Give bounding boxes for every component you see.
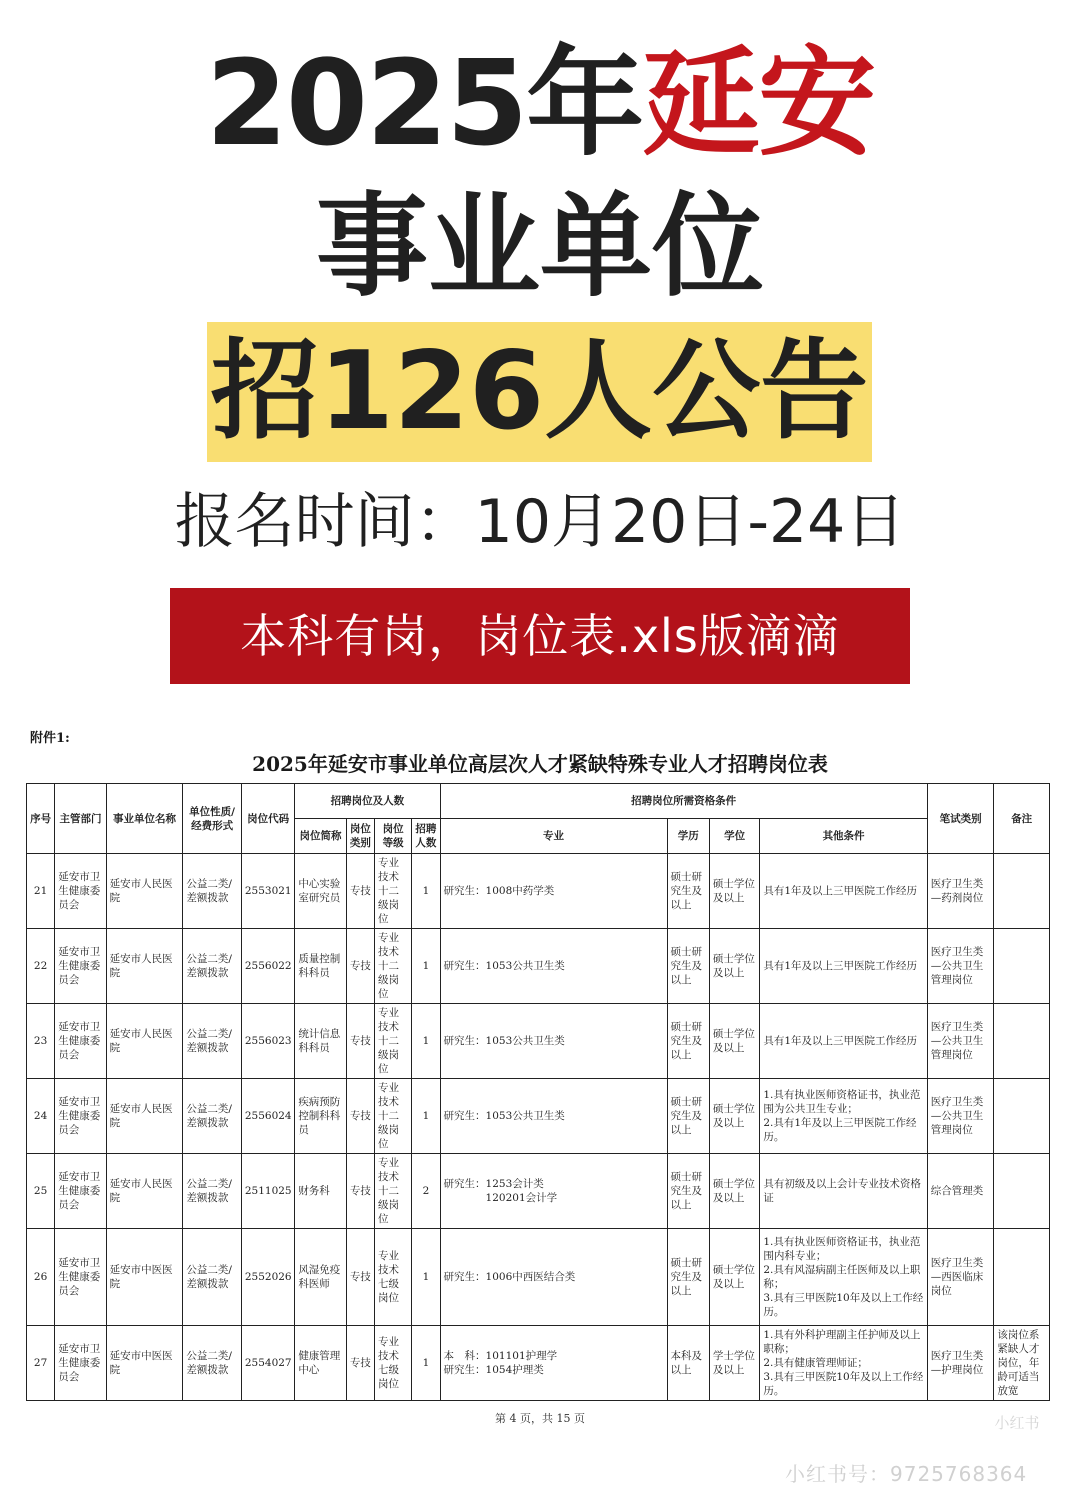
poster-title-line2: 事业单位 [316, 182, 764, 312]
cell-dept: 延安市卫生健康委员会 [55, 854, 106, 929]
cell-pos-level: 专业技术十二级岗位 [374, 1079, 411, 1154]
table-row [27, 1229, 1050, 1326]
cell-unit: 延安市人民医院 [106, 1004, 183, 1079]
header-seq: 序号 [27, 784, 55, 854]
page-footer: 第 4 页，共 15 页 [495, 1412, 585, 1425]
cell-unit: 延安市人民医院 [106, 854, 183, 929]
cell-code: 2511025 [241, 1154, 294, 1229]
cell-degree: 硕士学位及以上 [709, 929, 759, 1004]
header-pos-type: 岗位类别 [346, 819, 374, 854]
cell-exam: 医疗卫生类—护理岗位 [927, 1326, 994, 1401]
cell-note [994, 1229, 1050, 1326]
job-table [26, 783, 1050, 1401]
cell-other: 1.具有执业医师资格证书，执业范围为公共卫生专业； 2.具有1年及以上三甲医院工作经历。 [760, 1079, 927, 1154]
cell-education: 硕士研究生及以上 [667, 929, 709, 1004]
cell-count: 1 [412, 854, 440, 929]
red-banner: 本科有岗，岗位表.xls版滴滴 [170, 588, 910, 684]
cell-exam: 综合管理类 [927, 1154, 994, 1229]
cell-education: 硕士研究生及以上 [667, 1229, 709, 1326]
cell-note [994, 1154, 1050, 1229]
cell-other: 1.具有外科护理副主任护师及以上职称； 2.具有健康管理师证； 3.具有三甲医院10年及以上工作经历。 [760, 1326, 927, 1401]
cell-seq: 23 [27, 1004, 55, 1079]
cell-pos-level: 专业技术七级岗位 [374, 1229, 411, 1326]
cell-pos-name: 统计信息科科员 [295, 1004, 346, 1079]
table-row [27, 854, 1050, 929]
cell-note: 该岗位系紧缺人才岗位，年龄可适当放宽 [994, 1326, 1050, 1401]
cell-other: 具有1年及以上三甲医院工作经历 [760, 1004, 927, 1079]
attachment-label: 附件1: [30, 731, 70, 746]
cell-nature: 公益二类/差额拨款 [183, 1004, 242, 1079]
header-group-position: 招聘岗位及人数 [295, 784, 440, 819]
cell-major: 研究生：1008中药学类 [440, 854, 667, 929]
cell-education: 硕士研究生及以上 [667, 1079, 709, 1154]
cell-pos-type: 专技 [346, 929, 374, 1004]
cell-seq: 22 [27, 929, 55, 1004]
header-code: 岗位代码 [241, 784, 294, 854]
cell-pos-type: 专技 [346, 1079, 374, 1154]
cell-unit: 延安市中医医院 [106, 1229, 183, 1326]
cell-other: 具有初级及以上会计专业技术资格证 [760, 1154, 927, 1229]
cell-major: 研究生：1253会计类 120201会计学 [440, 1154, 667, 1229]
table-row [27, 1079, 1050, 1154]
title-highlight: 延安 [642, 34, 875, 172]
cell-pos-level: 专业技术十二级岗位 [374, 929, 411, 1004]
header-row-1 [27, 784, 1050, 819]
cell-pos-level: 专业技术七级岗位 [374, 1326, 411, 1401]
cell-major: 研究生：1053公共卫生类 [440, 929, 667, 1004]
cell-pos-name: 健康管理中心 [295, 1326, 346, 1401]
header-group-requirements: 招聘岗位所需资格条件 [440, 784, 927, 819]
cell-degree: 硕士学位及以上 [709, 1004, 759, 1079]
cell-count: 2 [412, 1154, 440, 1229]
header-pos-level: 岗位等级 [374, 819, 411, 854]
title-prefix: 2025年 [205, 34, 643, 172]
cell-code: 2556024 [241, 1079, 294, 1154]
cell-nature: 公益二类/差额拨款 [183, 929, 242, 1004]
registration-time: 报名时间：10月20日-24日 [174, 487, 906, 557]
cell-unit: 延安市人民医院 [106, 1079, 183, 1154]
cell-code: 2553021 [241, 854, 294, 929]
table-row [27, 1004, 1050, 1079]
cell-exam: 医疗卫生类—公共卫生管理岗位 [927, 1004, 994, 1079]
cell-degree: 硕士学位及以上 [709, 854, 759, 929]
cell-code: 2556022 [241, 929, 294, 1004]
header-nature: 单位性质/经费形式 [183, 784, 242, 854]
cell-pos-type: 专技 [346, 1004, 374, 1079]
header-unit: 事业单位名称 [106, 784, 183, 854]
cell-dept: 延安市卫生健康委员会 [55, 1154, 106, 1229]
cell-count: 1 [412, 1079, 440, 1154]
header-degree: 学位 [709, 819, 759, 854]
cell-nature: 公益二类/差额拨款 [183, 1154, 242, 1229]
cell-pos-level: 专业技术十二级岗位 [374, 854, 411, 929]
cell-education: 硕士研究生及以上 [667, 1004, 709, 1079]
cell-dept: 延安市卫生健康委员会 [55, 1004, 106, 1079]
header-dept: 主管部门 [55, 784, 106, 854]
cell-note [994, 1004, 1050, 1079]
cell-note [994, 854, 1050, 929]
header-other: 其他条件 [760, 819, 927, 854]
cell-degree: 硕士学位及以上 [709, 1154, 759, 1229]
table-row [27, 1326, 1050, 1401]
table-title: 2025年延安市事业单位高层次人才紧缺特殊专业人才招聘岗位表 [252, 752, 828, 776]
header-major: 专业 [440, 819, 667, 854]
header-education: 学历 [667, 819, 709, 854]
header-pos-name: 岗位简称 [295, 819, 346, 854]
cell-code: 2556023 [241, 1004, 294, 1079]
cell-code: 2554027 [241, 1326, 294, 1401]
cell-pos-name: 风湿免疫科医师 [295, 1229, 346, 1326]
cell-unit: 延安市中医医院 [106, 1326, 183, 1401]
watermark-logo: 小红书 [994, 1414, 1040, 1432]
cell-nature: 公益二类/差额拨款 [183, 854, 242, 929]
cell-count: 1 [412, 1229, 440, 1326]
cell-unit: 延安市人民医院 [106, 1154, 183, 1229]
cell-pos-type: 专技 [346, 1154, 374, 1229]
cell-note [994, 1079, 1050, 1154]
cell-degree: 学士学位及以上 [709, 1326, 759, 1401]
cell-exam: 医疗卫生类—公共卫生管理岗位 [927, 1079, 994, 1154]
cell-degree: 硕士学位及以上 [709, 1079, 759, 1154]
cell-note [994, 929, 1050, 1004]
cell-seq: 24 [27, 1079, 55, 1154]
cell-education: 硕士研究生及以上 [667, 854, 709, 929]
cell-education: 硕士研究生及以上 [667, 1154, 709, 1229]
poster-title-line1 [0, 34, 1080, 172]
cell-dept: 延安市卫生健康委员会 [55, 1326, 106, 1401]
cell-count: 1 [412, 929, 440, 1004]
cell-nature: 公益二类/差额拨款 [183, 1079, 242, 1154]
cell-nature: 公益二类/差额拨款 [183, 1229, 242, 1326]
cell-exam: 医疗卫生类—药剂岗位 [927, 854, 994, 929]
header-exam: 笔试类别 [927, 784, 994, 854]
cell-other: 1.具有执业医师资格证书，执业范围内科专业； 2.具有风湿病副主任医师及以上职称； 3.具有三甲医院10年及以上工作经历。 [760, 1229, 927, 1326]
cell-dept: 延安市卫生健康委员会 [55, 929, 106, 1004]
cell-dept: 延安市卫生健康委员会 [55, 1229, 106, 1326]
cell-count: 1 [412, 1004, 440, 1079]
cell-pos-level: 专业技术十二级岗位 [374, 1154, 411, 1229]
cell-pos-type: 专技 [346, 1326, 374, 1401]
cell-pos-name: 中心实验室研究员 [295, 854, 346, 929]
cell-pos-name: 财务科 [295, 1154, 346, 1229]
cell-seq: 27 [27, 1326, 55, 1401]
cell-pos-name: 质量控制科科员 [295, 929, 346, 1004]
header-note: 备注 [994, 784, 1050, 854]
cell-major: 研究生：1053公共卫生类 [440, 1079, 667, 1154]
cell-seq: 21 [27, 854, 55, 929]
cell-pos-level: 专业技术十二级岗位 [374, 1004, 411, 1079]
cell-major: 研究生：1053公共卫生类 [440, 1004, 667, 1079]
cell-pos-type: 专技 [346, 1229, 374, 1326]
cell-unit: 延安市人民医院 [106, 929, 183, 1004]
cell-education: 本科及以上 [667, 1326, 709, 1401]
cell-count: 1 [412, 1326, 440, 1401]
cell-exam: 医疗卫生类—西医临床岗位 [927, 1229, 994, 1326]
cell-degree: 硕士学位及以上 [709, 1229, 759, 1326]
poster-title-line3: 招126人公告 [207, 322, 872, 462]
cell-other: 具有1年及以上三甲医院工作经历 [760, 929, 927, 1004]
cell-other: 具有1年及以上三甲医院工作经历 [760, 854, 927, 929]
watermark-account: 小红书号：9725768364 [785, 1462, 1028, 1486]
cell-major: 本 科：101101护理学 研究生：1054护理类 [440, 1326, 667, 1401]
cell-pos-type: 专技 [346, 854, 374, 929]
cell-seq: 25 [27, 1154, 55, 1229]
cell-dept: 延安市卫生健康委员会 [55, 1079, 106, 1154]
cell-code: 2552026 [241, 1229, 294, 1326]
header-count: 招聘人数 [412, 819, 440, 854]
cell-seq: 26 [27, 1229, 55, 1326]
table-row [27, 929, 1050, 1004]
cell-major: 研究生：1006中西医结合类 [440, 1229, 667, 1326]
cell-pos-name: 疾病预防控制科科员 [295, 1079, 346, 1154]
cell-nature: 公益二类/差额拨款 [183, 1326, 242, 1401]
cell-exam: 医疗卫生类—公共卫生管理岗位 [927, 929, 994, 1004]
table-row [27, 1154, 1050, 1229]
